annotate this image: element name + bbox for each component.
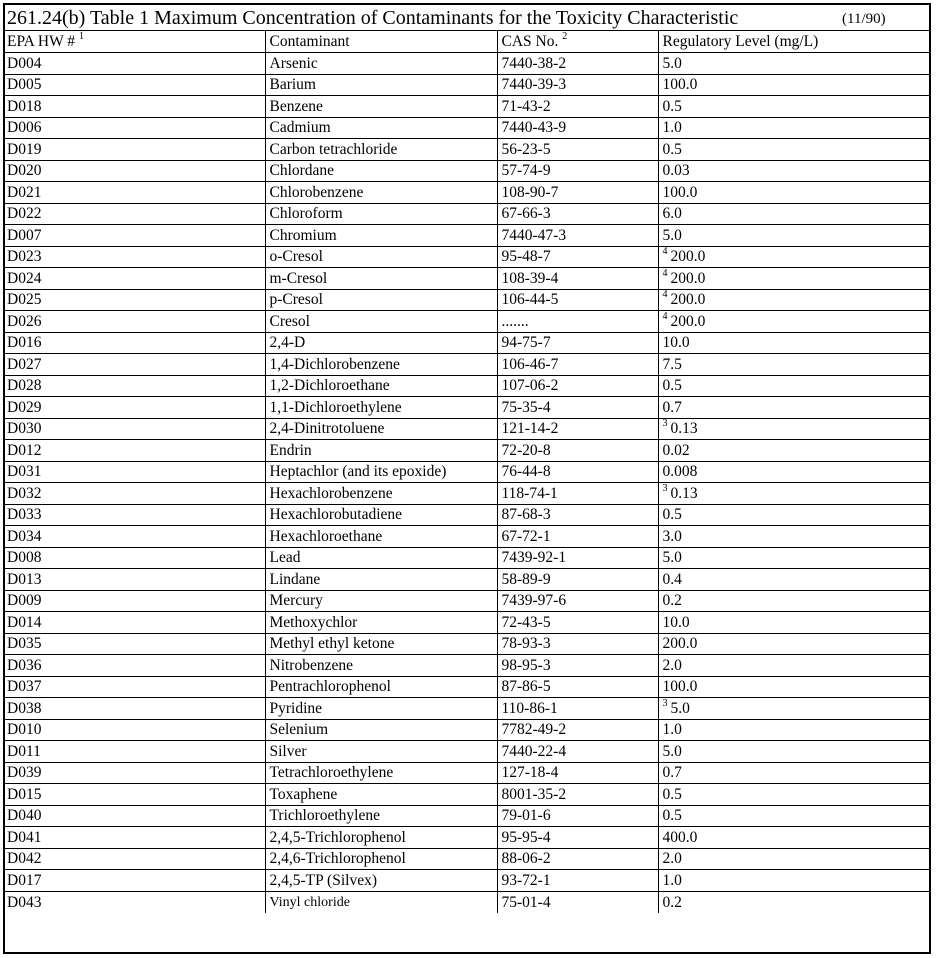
regulatory-level-cell <box>658 762 929 784</box>
epa-hw-number-cell: D022 <box>5 203 265 225</box>
contaminant-cell: 1,2-Dichloroethane <box>265 375 497 397</box>
cas-number-cell: 98-95-3 <box>497 655 658 677</box>
cas-number-cell: 71-43-2 <box>497 96 658 118</box>
regulatory-level-value: 2.0 <box>662 850 682 867</box>
cas-number-cell: 7782-49-2 <box>497 719 658 741</box>
regulatory-level-cell <box>658 891 929 913</box>
table-row <box>5 870 929 892</box>
table-row <box>5 848 929 870</box>
regulatory-level-cell <box>658 53 929 75</box>
table-row <box>5 53 929 75</box>
regulatory-level-value: 1.0 <box>662 119 682 136</box>
contaminant-cell: Vinyl chloride <box>265 891 497 913</box>
epa-hw-number-cell: D026 <box>5 311 265 333</box>
contaminant-cell: Cresol <box>265 311 497 333</box>
regulatory-level-cell <box>658 96 929 118</box>
cas-number-cell: 94-75-7 <box>497 332 658 354</box>
epa-hw-number-cell: D034 <box>5 526 265 548</box>
regulatory-level-cell <box>658 117 929 139</box>
cas-number-cell: 58-89-9 <box>497 569 658 591</box>
regulatory-level-value: 200.0 <box>670 291 706 308</box>
regulatory-level-cell <box>658 483 929 505</box>
regulatory-level-value: 5.0 <box>670 699 690 717</box>
regulatory-level-cell <box>658 741 929 763</box>
regulatory-level-value: 5.0 <box>662 742 682 760</box>
cas-number-cell: 72-43-5 <box>497 612 658 634</box>
table-row <box>5 483 929 505</box>
cas-number-cell: 75-35-4 <box>497 397 658 419</box>
table-row <box>5 762 929 784</box>
footnote-marker: 4 <box>662 267 668 279</box>
regulatory-level-value: 0.5 <box>662 97 682 115</box>
regulatory-level-value: 0.2 <box>662 893 682 911</box>
regulatory-level-value: 6.0 <box>662 205 682 222</box>
regulatory-level-cell <box>658 397 929 419</box>
table-title: 261.24(b) Table 1 Maximum Concentration of Contaminants for the Toxicity Characteristic <box>7 7 739 29</box>
epa-hw-number-cell: D030 <box>5 418 265 440</box>
regulatory-level-value: 0.4 <box>662 570 682 588</box>
table-row <box>5 225 929 247</box>
regulatory-level-value: 200.0 <box>670 269 706 287</box>
table-row <box>5 160 929 182</box>
table-row <box>5 354 929 376</box>
cas-number-cell: 72-20-8 <box>497 440 658 462</box>
regulatory-level-cell <box>658 74 929 96</box>
table-row <box>5 612 929 634</box>
epa-hw-number-cell: D029 <box>5 397 265 419</box>
table-row <box>5 268 929 290</box>
table-row <box>5 375 929 397</box>
cas-number-cell: 118-74-1 <box>497 483 658 505</box>
table-row <box>5 289 929 311</box>
epa-hw-number-cell: D033 <box>5 504 265 526</box>
epa-hw-number-cell: D010 <box>5 719 265 741</box>
contaminant-cell: Methoxychlor <box>265 612 497 634</box>
epa-hw-number-cell: D007 <box>5 225 265 247</box>
table-row <box>5 117 929 139</box>
cas-number-cell: ....... <box>497 311 658 333</box>
regulatory-level-value: 5.0 <box>662 54 682 72</box>
contaminant-cell: Hexachlorobutadiene <box>265 504 497 526</box>
contaminant-cell: Hexachloroethane <box>265 526 497 548</box>
regulatory-level-value: 0.13 <box>670 484 698 502</box>
regulatory-level-value: 0.7 <box>662 764 682 781</box>
epa-hw-number-cell: D038 <box>5 698 265 720</box>
regulatory-level-cell <box>658 805 929 827</box>
regulatory-level-value: 7.5 <box>662 355 682 373</box>
regulatory-level-cell <box>658 139 929 161</box>
contaminant-cell: Pentrachlorophenol <box>265 676 497 698</box>
epa-hw-number-cell: D012 <box>5 440 265 462</box>
contaminant-cell: 2,4,5-TP (Silvex) <box>265 870 497 892</box>
regulatory-level-cell <box>658 332 929 354</box>
regulatory-level-value: 0.5 <box>662 785 682 803</box>
regulatory-level-value: 100.0 <box>662 678 698 695</box>
epa-hw-number-cell: D014 <box>5 612 265 634</box>
contaminant-cell: Heptachlor (and its epoxide) <box>265 461 497 483</box>
regulatory-level-value: 0.03 <box>662 162 690 179</box>
header-cas-number <box>497 31 658 53</box>
cas-number-cell: 110-86-1 <box>497 698 658 720</box>
epa-hw-number-cell: D028 <box>5 375 265 397</box>
contaminant-cell: Methyl ethyl ketone <box>265 633 497 655</box>
footnote-marker: 2 <box>562 31 568 42</box>
cas-number-cell: 95-48-7 <box>497 246 658 268</box>
epa-hw-number-cell: D040 <box>5 805 265 827</box>
table-row <box>5 590 929 612</box>
table-row <box>5 246 929 268</box>
cas-number-cell: 87-86-5 <box>497 676 658 698</box>
cas-number-cell: 106-44-5 <box>497 289 658 311</box>
regulatory-level-cell <box>658 526 929 548</box>
regulatory-level-cell <box>658 655 929 677</box>
regulatory-level-value: 0.008 <box>662 463 698 480</box>
cas-number-cell: 7439-97-6 <box>497 590 658 612</box>
epa-hw-number-cell: D006 <box>5 117 265 139</box>
regulatory-level-cell <box>658 375 929 397</box>
cas-number-cell: 7440-38-2 <box>497 53 658 75</box>
epa-hw-number-cell: D031 <box>5 461 265 483</box>
contaminants-table <box>5 31 929 913</box>
epa-hw-number-cell: D015 <box>5 784 265 806</box>
regulatory-level-value: 0.2 <box>662 592 682 609</box>
cas-number-cell: 107-06-2 <box>497 375 658 397</box>
regulatory-level-cell <box>658 246 929 268</box>
regulatory-level-cell <box>658 440 929 462</box>
epa-hw-number-cell: D020 <box>5 160 265 182</box>
contaminant-cell: Benzene <box>265 96 497 118</box>
regulatory-level-cell <box>658 569 929 591</box>
table-row <box>5 784 929 806</box>
regulatory-level-cell <box>658 848 929 870</box>
regulatory-level-value: 0.5 <box>662 140 682 158</box>
epa-hw-number-cell: D024 <box>5 268 265 290</box>
table-row <box>5 311 929 333</box>
contaminant-cell: Selenium <box>265 719 497 741</box>
revision-date: (11/90) <box>842 11 886 27</box>
regulatory-level-cell <box>658 827 929 849</box>
epa-hw-number-cell: D037 <box>5 676 265 698</box>
footnote-marker: 3 <box>662 482 668 494</box>
cas-number-cell: 106-46-7 <box>497 354 658 376</box>
cas-number-cell: 67-66-3 <box>497 203 658 225</box>
regulatory-level-value: 200.0 <box>662 635 698 652</box>
regulatory-level-value: 5.0 <box>662 226 682 244</box>
epa-hw-number-cell: D018 <box>5 96 265 118</box>
table-row <box>5 655 929 677</box>
contaminant-cell: 2,4-Dinitrotoluene <box>265 418 497 440</box>
header-cas-label: CAS No. <box>501 33 559 50</box>
table-row <box>5 569 929 591</box>
regulatory-level-value: 0.5 <box>662 377 682 394</box>
regulatory-level-value: 0.02 <box>662 441 690 459</box>
header-regulatory-level: Regulatory Level (mg/L) <box>658 31 929 53</box>
cas-number-cell: 7440-43-9 <box>497 117 658 139</box>
contaminant-cell: Chromium <box>265 225 497 247</box>
cas-number-cell: 8001-35-2 <box>497 784 658 806</box>
regulatory-level-cell <box>658 504 929 526</box>
contaminant-cell: Arsenic <box>265 53 497 75</box>
epa-hw-number-cell: D013 <box>5 569 265 591</box>
table-row <box>5 332 929 354</box>
contaminant-cell: p-Cresol <box>265 289 497 311</box>
regulatory-level-value: 200.0 <box>670 248 706 265</box>
regulatory-level-cell <box>658 311 929 333</box>
table-row <box>5 676 929 698</box>
contaminant-cell: Silver <box>265 741 497 763</box>
epa-hw-number-cell: D009 <box>5 590 265 612</box>
footnote-marker: 3 <box>662 697 668 709</box>
contaminant-cell: 2,4-D <box>265 332 497 354</box>
regulatory-level-value: 200.0 <box>670 312 706 330</box>
epa-hw-number-cell: D005 <box>5 74 265 96</box>
table-header-row <box>5 31 929 53</box>
regulatory-level-value: 100.0 <box>662 76 698 93</box>
cas-number-cell: 93-72-1 <box>497 870 658 892</box>
table-row <box>5 74 929 96</box>
table-row <box>5 805 929 827</box>
epa-hw-number-cell: D036 <box>5 655 265 677</box>
contaminant-cell: 1,4-Dichlorobenzene <box>265 354 497 376</box>
regulatory-level-cell <box>658 590 929 612</box>
cas-number-cell: 7440-47-3 <box>497 225 658 247</box>
contaminant-cell: m-Cresol <box>265 268 497 290</box>
epa-hw-number-cell: D008 <box>5 547 265 569</box>
epa-hw-number-cell: D021 <box>5 182 265 204</box>
regulatory-level-value: 5.0 <box>662 549 682 566</box>
contaminant-cell: Tetrachloroethylene <box>265 762 497 784</box>
table-row <box>5 719 929 741</box>
contaminant-cell: Hexachlorobenzene <box>265 483 497 505</box>
epa-hw-number-cell: D035 <box>5 633 265 655</box>
table-row <box>5 827 929 849</box>
footnote-marker: 4 <box>662 289 668 300</box>
regulatory-level-value: 1.0 <box>662 721 682 738</box>
regulatory-level-cell <box>658 160 929 182</box>
table-row <box>5 461 929 483</box>
table-row <box>5 440 929 462</box>
contaminants-table-body <box>5 31 929 913</box>
contaminant-cell: Trichloroethylene <box>265 805 497 827</box>
epa-hw-number-cell: D019 <box>5 139 265 161</box>
header-epa-hw-number <box>5 31 265 53</box>
contaminant-cell: 2,4,6-Trichlorophenol <box>265 848 497 870</box>
contaminant-cell: Cadmium <box>265 117 497 139</box>
footnote-marker: 1 <box>78 31 84 42</box>
epa-hw-number-cell: D042 <box>5 848 265 870</box>
regulatory-level-cell <box>658 182 929 204</box>
regulatory-level-cell <box>658 698 929 720</box>
regulatory-level-cell <box>658 289 929 311</box>
contaminant-cell: Mercury <box>265 590 497 612</box>
regulatory-level-value: 0.5 <box>662 807 682 824</box>
footnote-marker: 3 <box>662 418 668 429</box>
table-title-row <box>5 5 929 31</box>
epa-hw-number-cell: D041 <box>5 827 265 849</box>
contaminant-cell: Endrin <box>265 440 497 462</box>
contaminant-cell: Chlorobenzene <box>265 182 497 204</box>
header-contaminant: Contaminant <box>265 31 497 53</box>
contaminant-cell: Lead <box>265 547 497 569</box>
table-row <box>5 504 929 526</box>
cas-number-cell: 108-90-7 <box>497 182 658 204</box>
regulatory-level-cell <box>658 547 929 569</box>
regulatory-level-value: 0.5 <box>662 506 682 523</box>
cas-number-cell: 56-23-5 <box>497 139 658 161</box>
regulatory-level-cell <box>658 418 929 440</box>
regulatory-level-value: 0.13 <box>670 420 698 437</box>
cas-number-cell: 127-18-4 <box>497 762 658 784</box>
table-row <box>5 526 929 548</box>
table-row <box>5 741 929 763</box>
regulatory-level-cell <box>658 268 929 290</box>
footnote-marker: 4 <box>662 310 668 322</box>
regulatory-level-cell <box>658 676 929 698</box>
regulatory-level-value: 400.0 <box>662 828 698 846</box>
regulatory-level-cell <box>658 784 929 806</box>
contaminant-cell: Lindane <box>265 569 497 591</box>
regulatory-level-cell <box>658 354 929 376</box>
epa-hw-number-cell: D023 <box>5 246 265 268</box>
table-row <box>5 891 929 913</box>
contaminant-cell: Nitrobenzene <box>265 655 497 677</box>
table-row <box>5 182 929 204</box>
table-row <box>5 397 929 419</box>
contaminant-cell: Pyridine <box>265 698 497 720</box>
regulatory-level-cell <box>658 719 929 741</box>
regulatory-level-value: 2.0 <box>662 656 682 674</box>
regulatory-level-cell <box>658 870 929 892</box>
contaminant-cell: Toxaphene <box>265 784 497 806</box>
table-row <box>5 698 929 720</box>
cas-number-cell: 7440-22-4 <box>497 741 658 763</box>
regulatory-level-cell <box>658 203 929 225</box>
regulatory-level-value: 100.0 <box>662 183 698 201</box>
cas-number-cell: 76-44-8 <box>497 461 658 483</box>
contaminant-cell: Chloroform <box>265 203 497 225</box>
cas-number-cell: 67-72-1 <box>497 526 658 548</box>
cas-number-cell: 87-68-3 <box>497 504 658 526</box>
epa-hw-number-cell: D043 <box>5 891 265 913</box>
epa-hw-number-cell: D004 <box>5 53 265 75</box>
epa-hw-number-cell: D027 <box>5 354 265 376</box>
table-row <box>5 96 929 118</box>
header-epa-label: EPA HW # <box>7 33 76 50</box>
contaminant-cell: 1,1-Dichloroethylene <box>265 397 497 419</box>
epa-hw-number-cell: D025 <box>5 289 265 311</box>
contaminant-cell: Chlordane <box>265 160 497 182</box>
cas-number-cell: 57-74-9 <box>497 160 658 182</box>
regulatory-level-value: 0.7 <box>662 398 682 416</box>
regulatory-level-cell <box>658 225 929 247</box>
cas-number-cell: 75-01-4 <box>497 891 658 913</box>
contaminant-cell: 2,4,5-Trichlorophenol <box>265 827 497 849</box>
contaminant-cell: o-Cresol <box>265 246 497 268</box>
regulatory-level-cell <box>658 633 929 655</box>
table-row <box>5 418 929 440</box>
table-row <box>5 203 929 225</box>
regulatory-level-cell <box>658 612 929 634</box>
cas-number-cell: 121-14-2 <box>497 418 658 440</box>
footnote-marker: 4 <box>662 246 668 257</box>
regulatory-level-value: 10.0 <box>662 334 690 351</box>
regulatory-level-cell <box>658 461 929 483</box>
cas-number-cell: 95-95-4 <box>497 827 658 849</box>
contaminant-cell: Barium <box>265 74 497 96</box>
regulation-document <box>3 3 931 954</box>
regulatory-level-value: 3.0 <box>662 527 682 545</box>
table-row <box>5 547 929 569</box>
cas-number-cell: 7439-92-1 <box>497 547 658 569</box>
cas-number-cell: 78-93-3 <box>497 633 658 655</box>
epa-hw-number-cell: D017 <box>5 870 265 892</box>
epa-hw-number-cell: D011 <box>5 741 265 763</box>
cas-number-cell: 108-39-4 <box>497 268 658 290</box>
table-row <box>5 139 929 161</box>
cas-number-cell: 79-01-6 <box>497 805 658 827</box>
epa-hw-number-cell: D039 <box>5 762 265 784</box>
cas-number-cell: 7440-39-3 <box>497 74 658 96</box>
regulatory-level-value: 10.0 <box>662 613 690 631</box>
table-row <box>5 633 929 655</box>
regulatory-level-value: 1.0 <box>662 871 682 889</box>
cas-number-cell: 88-06-2 <box>497 848 658 870</box>
epa-hw-number-cell: D032 <box>5 483 265 505</box>
contaminant-cell: Carbon tetrachloride <box>265 139 497 161</box>
epa-hw-number-cell: D016 <box>5 332 265 354</box>
